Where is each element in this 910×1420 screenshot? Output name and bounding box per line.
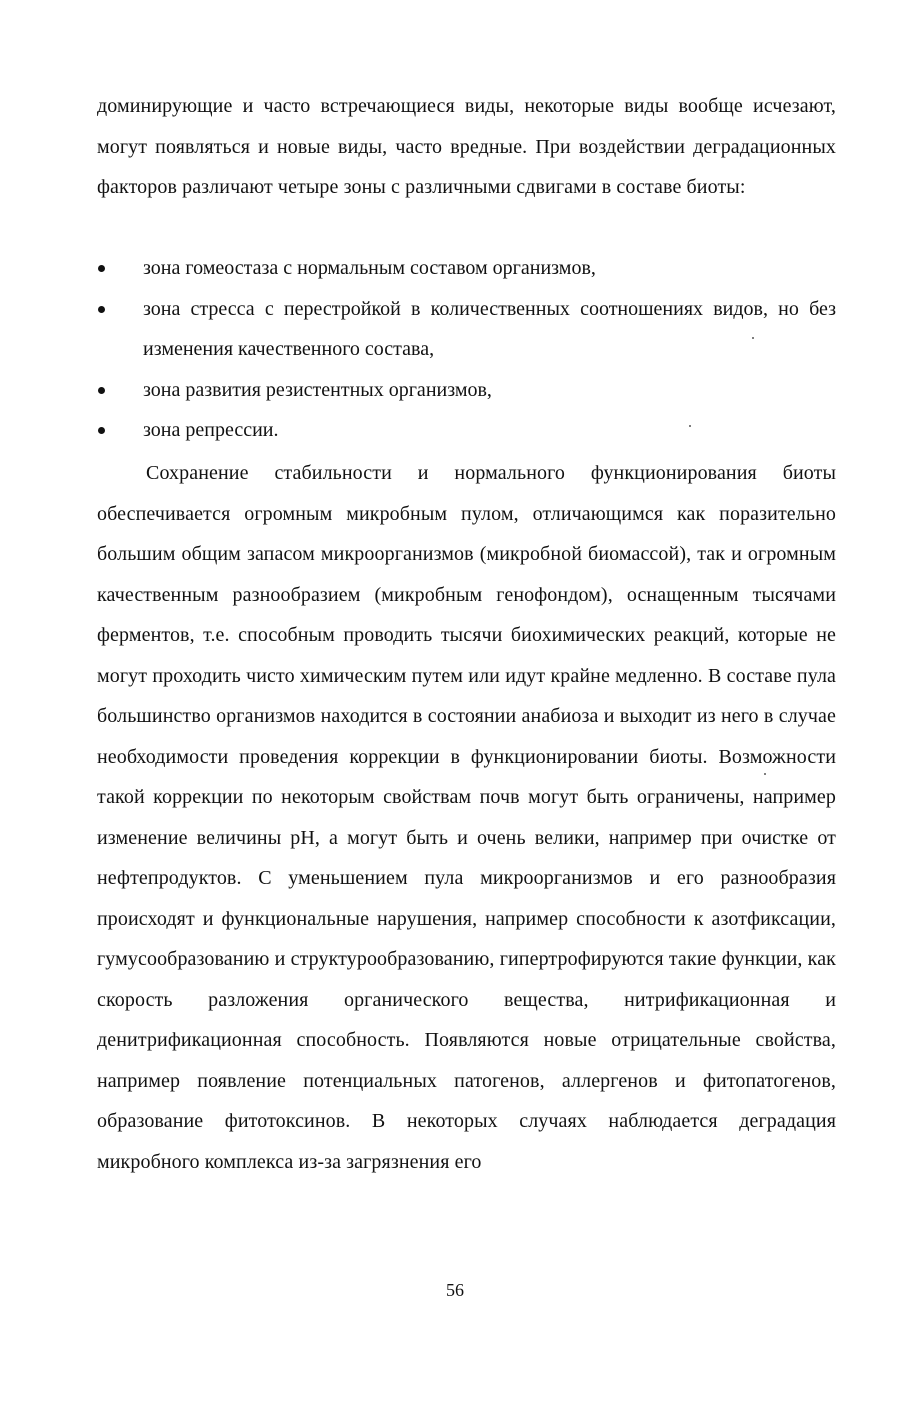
- bullet-icon: [98, 306, 105, 313]
- scan-speck: [752, 337, 754, 339]
- list-item: [97, 410, 836, 451]
- scan-speck: [689, 425, 691, 427]
- list-item-text: зона стресса с перестройкой в количественных соотношениях видов, но без изменения качественного состава,: [143, 297, 836, 360]
- bullet-icon: [98, 387, 105, 394]
- list-item: [97, 248, 836, 289]
- scan-speck: [764, 773, 766, 775]
- page-number: 56: [446, 1280, 464, 1300]
- bullet-list: [97, 248, 836, 451]
- list-item: [97, 370, 836, 411]
- bullet-icon: [98, 265, 105, 272]
- intro-paragraph: доминирующие и часто встречающиеся виды, некоторые виды вообще исчезают, могут появляться и новые виды, часто вредные. При воздействии деградационных факторов различают четыре зоны с различными сдвигами в составе биоты:: [97, 95, 836, 198]
- main-paragraph: Сохранение стабильности и нормального функционирования биоты обеспечивается огромным микробным пулом, отличающимся как поразительно большим общим запасом микроорганизмов (микробной биомассой), так и огромным качественным разнообразием (микробным генофондом), оснащенным тысячами ферментов, т.е. способным проводить тысячи биохимических реакций, которые не могут проходить чисто химическим путем или идут крайне медленно. В составе пула большинство организмов находится в состоянии анабиоза и выходит из него в случае необходимости проведения коррекции в функционировании биоты. Возможности такой коррекции по некоторым свойствам почв могут быть ограничены, например изменение величины pH, а могут быть и очень велики, например при очистке от нефтепродуктов. С уменьшением пула микроорганизмов и его разнообразия происходят и функциональные нарушения, например способности к азотфиксации, гумусообразованию и структурообразованию, гипертрофируются такие функции, как скорость разложения органического вещества, нитрификационная и денитрификационная способность. Появляются новые отрицательные свойства, например появление потенциальных патогенов, аллергенов и фитопатогенов, образование фитотоксинов. В некоторых случаях наблюдается деградация микробного комплекса из-за загрязнения его: [97, 462, 836, 1173]
- list-item-text: зона репрессии.: [143, 419, 279, 441]
- list-item: [97, 289, 836, 370]
- bullet-icon: [98, 427, 105, 434]
- list-item-text: зона развития резистентных организмов,: [143, 378, 492, 401]
- list-item-text: зона гомеостаза с нормальным составом организмов,: [143, 257, 596, 279]
